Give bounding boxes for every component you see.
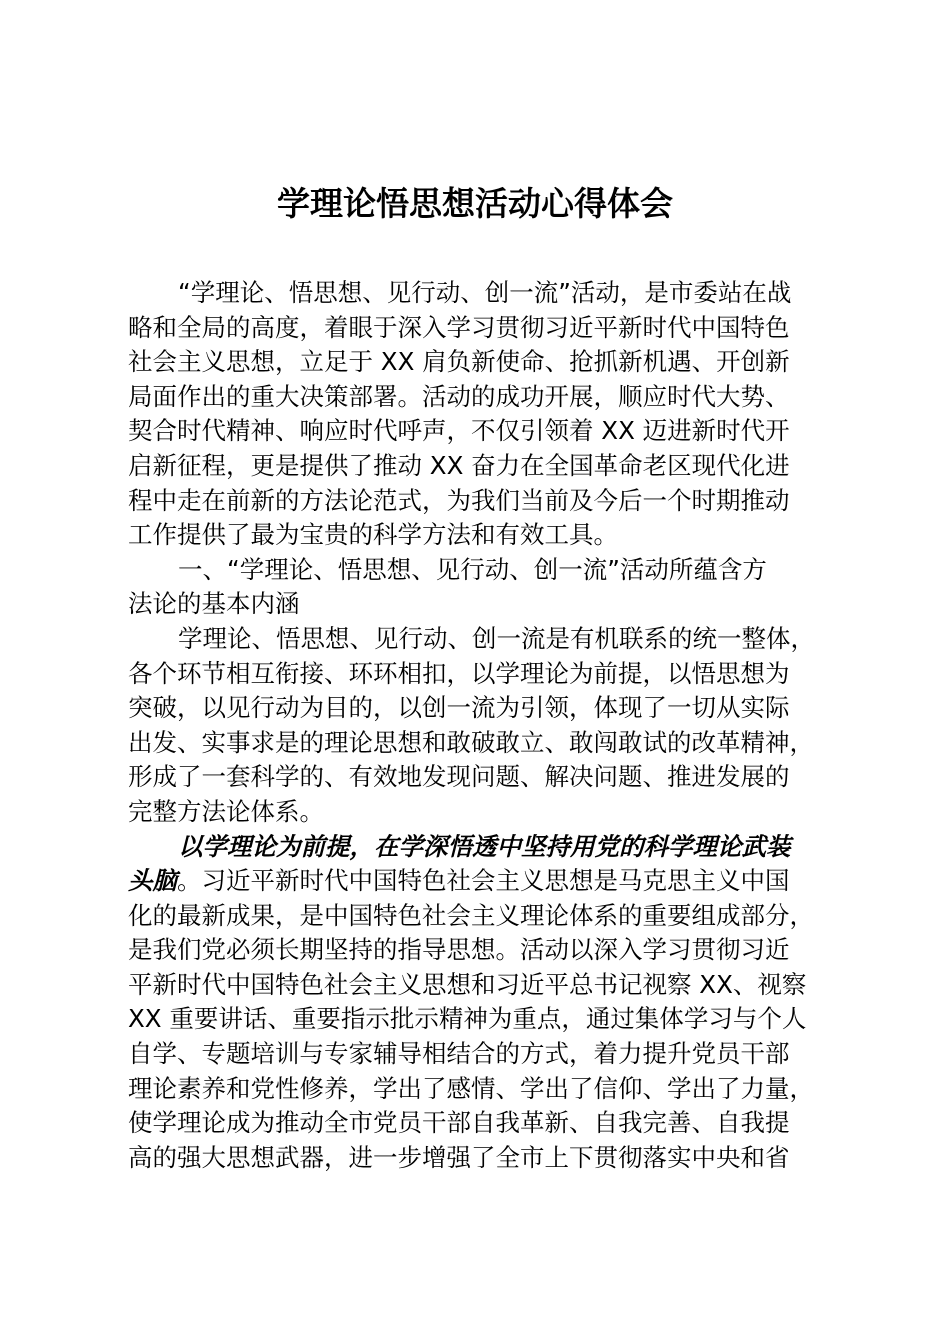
text-line: [128, 760, 848, 795]
text-line: [128, 311, 848, 346]
bold-heading-text: 头脑: [128, 866, 177, 896]
text-line: [128, 449, 848, 484]
line-text: 工作提供了最为宝贵的科学方法和有效工具。: [128, 520, 618, 550]
line-text: 学理论、悟思想、见行动、创一流是有机联系的统一整体，: [178, 623, 815, 653]
text-line: [128, 276, 848, 311]
text-line: [128, 518, 848, 553]
line-text: 。习近平新时代中国特色社会主义思想是马克思主义中国: [177, 866, 790, 896]
text-line: [128, 691, 848, 726]
line-text: 理论素养和党性修养，学出了感情、学出了信仰、学出了力量，: [128, 1073, 814, 1103]
text-line: [128, 1037, 848, 1072]
line-text: XX 重要讲话、重要指示批示精神为重点，通过集体学习与个人: [128, 1004, 807, 1034]
text-line: [128, 414, 848, 449]
line-text: 契合时代精神、响应时代呼声，不仅引领着 XX 迈进新时代开: [128, 416, 790, 446]
line-text: 使学理论成为推动全市党员干部自我革新、自我完善、自我提: [128, 1108, 790, 1138]
text-line: [128, 795, 848, 830]
text-line: [128, 1141, 848, 1176]
line-text: 形成了一套科学的、有效地发现问题、解决问题、推进发展的: [128, 762, 790, 792]
document-body: [128, 276, 848, 1175]
line-text: 出发、实事求是的理论思想和敢破敢立、敢闯敢试的改革精神，: [128, 727, 814, 757]
line-text: 一、“学理论、悟思想、见行动、创一流”活动所蕴含方: [178, 554, 767, 584]
line-text: 社会主义思想，立足于 XX 肩负新使命、抢抓新机遇、开创新: [128, 347, 790, 377]
line-text: 平新时代中国特色社会主义思想和习近平总书记视察 XX、视察: [128, 969, 807, 999]
text-line: [128, 553, 848, 588]
line-text: 高的强大思想武器，进一步增强了全市上下贯彻落实中央和省: [128, 1142, 790, 1172]
line-text: 完整方法论体系。: [128, 796, 324, 826]
text-line: [128, 726, 848, 761]
text-line: [128, 933, 848, 968]
text-line: [128, 899, 848, 934]
text-line: [128, 587, 848, 622]
line-text: “学理论、悟思想、见行动、创一流”活动，是市委站在战: [178, 278, 792, 307]
text-line: [128, 345, 848, 380]
line-text: 是我们党必须长期坚持的指导思想。活动以深入学习贯彻习近: [128, 935, 790, 965]
bold-heading-text: 以学理论为前提，在学深悟透中坚持用党的科学理论武装: [178, 831, 791, 861]
line-text: 法论的基本内涵: [128, 589, 300, 619]
text-line: [128, 622, 848, 657]
line-text: 略和全局的高度，着眼于深入学习贯彻习近平新时代中国特色: [128, 312, 790, 342]
text-line: [128, 1106, 848, 1141]
text-line: [128, 1072, 848, 1107]
line-text: 局面作出的重大决策部署。活动的成功开展，顺应时代大势、: [128, 381, 790, 411]
text-line: [128, 380, 848, 415]
line-text: 突破，以见行动为目的，以创一流为引领，体现了一切从实际: [128, 693, 790, 723]
line-text: 程中走在前新的方法论范式，为我们当前及今后一个时期推动: [128, 485, 790, 515]
text-line: [128, 657, 848, 692]
text-line: [128, 968, 848, 1003]
line-text: 各个环节相互衔接、环环相扣，以学理论为前提，以悟思想为: [128, 658, 790, 688]
line-text: 启新征程，更是提供了推动 XX 奋力在全国革命老区现代化进: [128, 450, 790, 480]
text-line: [128, 830, 848, 865]
document-title: 学理论悟思想活动心得体会: [277, 184, 673, 223]
line-text: 自学、专题培训与专家辅导相结合的方式，着力提升党员干部: [128, 1039, 790, 1069]
line-text: 化的最新成果，是中国特色社会主义理论体系的重要组成部分，: [128, 900, 814, 930]
text-line: [128, 864, 848, 899]
text-line: [128, 484, 848, 519]
text-line: [128, 1002, 848, 1037]
